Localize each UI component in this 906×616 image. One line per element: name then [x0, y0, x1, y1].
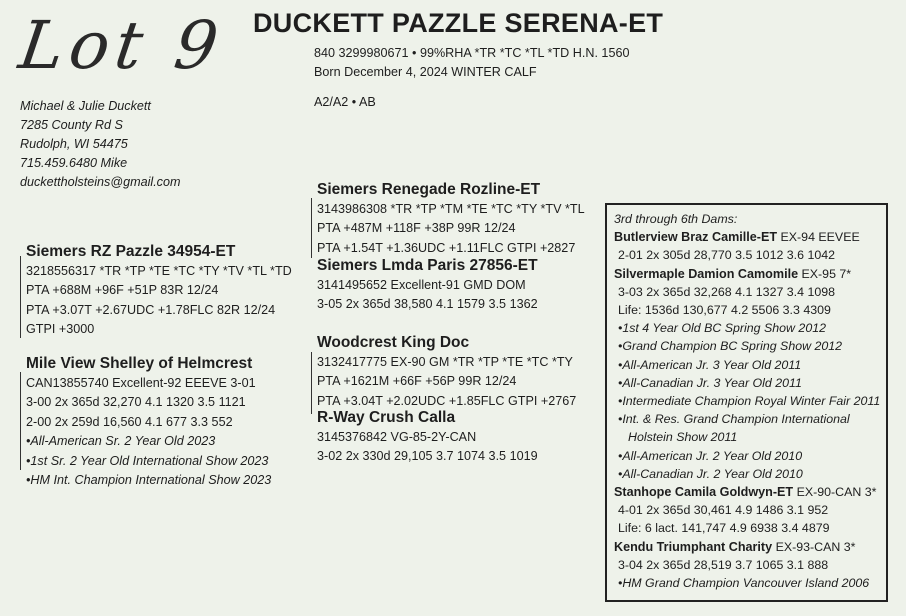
genotype-line: A2/A2 • AB	[314, 95, 376, 109]
fourth-dam-honor: •All-Canadian Jr. 2 Year Old 2010	[618, 466, 803, 481]
dam-dam-detail: 3-02 2x 330d 29,105 3.7 1074 3.5 1019	[317, 449, 538, 464]
dam-sire-connector-line	[311, 352, 312, 414]
sire-detail: PTA +3.07T +2.67UDC +1.78FLC 82R 12/24	[26, 302, 276, 317]
dam-sire-detail: PTA +1621M +66F +56P 99R 12/24	[317, 374, 517, 389]
owner-phone: 715.459.6480 Mike	[20, 156, 128, 170]
sire-detail: 3218556317 *TR *TP *TE *TC *TY *TV *TL *TD	[26, 264, 292, 278]
fourth-dam-record: 3-03 2x 365d 32,268 4.1 1327 3.4 1098	[618, 284, 836, 299]
fourth-dam-honor: •All-American Jr. 3 Year Old 2011	[618, 357, 802, 372]
dam-sire-block	[317, 333, 576, 411]
owner-email: duckettholsteins@gmail.com	[20, 175, 181, 189]
sixth-dam-name: Kendu Triumphant Charity	[614, 539, 773, 554]
sixth-dam-honor: •HM Grand Champion Vancouver Island 2006	[618, 576, 870, 591]
sixth-dam-record: 3-04 2x 365d 28,519 3.7 1065 3.1 888	[618, 557, 829, 572]
sire-block	[26, 242, 292, 340]
fourth-dam-honor: •1st 4 Year Old BC Spring Show 2012	[618, 321, 826, 336]
dam-sire-detail: PTA +3.04T +2.02UDC +1.85FLC GTPI +2767	[317, 393, 577, 408]
dam-detail: 2-00 2x 259d 16,560 4.1 677 3.3 552	[26, 414, 233, 429]
owner-name: Michael & Julie Duckett	[20, 99, 151, 113]
sixth-dam-title	[614, 538, 880, 556]
fifth-dam-score: EX-90-CAN 3*	[793, 485, 877, 500]
dam-block	[26, 354, 271, 490]
registration-line: 840 3299980671 • 99%RHA *TR *TC *TL *TD H.N. 1560	[314, 46, 630, 60]
owner-contact	[20, 97, 180, 192]
dams-box	[614, 210, 880, 592]
dam-connector-line	[20, 372, 21, 470]
dam-name: Mile View Shelley of Helmcrest	[26, 355, 253, 372]
owner-city: Rudolph, WI 54475	[20, 137, 128, 151]
fifth-dam-name: Stanhope Camila Goldwyn-ET	[614, 485, 794, 500]
dams-heading: 3rd through 6th Dams:	[614, 212, 738, 226]
dam-detail: CAN13855740 Excellent-92 EEEVE 3-01	[26, 376, 256, 390]
fifth-dam-title	[614, 483, 880, 501]
fourth-dam-honor: •All-Canadian Jr. 3 Year Old 2011	[618, 375, 802, 390]
fourth-dam-honor: Holstein Show 2011	[628, 430, 738, 445]
dam-dam-name: R-Way Crush Calla	[317, 409, 456, 426]
animal-name-title: DUCKETT PAZZLE SERENA-ET	[253, 8, 664, 38]
sire-sire-name: Siemers Renegade Rozline-ET	[317, 181, 541, 198]
sire-sire-block	[317, 180, 585, 258]
fourth-dam-honor: •Intermediate Champion Royal Winter Fair 2011	[618, 394, 881, 409]
sire-sire-connector-line	[311, 198, 312, 258]
sire-name: Siemers RZ Pazzle 34954-ET	[26, 243, 236, 260]
sire-sire-detail: PTA +1.54T +1.36UDC +1.11FLC GTPI +2827	[317, 240, 576, 255]
fourth-dam-title	[614, 265, 880, 283]
lot-number: Lot 9	[14, 7, 229, 84]
dam-honor: •HM Int. Champion International Show 2023	[26, 473, 272, 488]
sire-detail: PTA +688M +96F +51P 83R 12/24	[26, 283, 219, 298]
third-dam-name: Butlerview Braz Camille-ET	[614, 230, 778, 245]
sire-detail: GTPI +3000	[26, 322, 95, 337]
fourth-dam-honor: •Grand Champion BC Spring Show 2012	[618, 339, 843, 354]
sixth-dam-score: EX-93-CAN 3*	[772, 539, 856, 554]
owner-address: 7285 County Rd S	[20, 118, 123, 132]
dam-sire-detail: 3132417775 EX-90 GM *TR *TP *TE *TC *TY	[317, 355, 573, 369]
third-dam-title	[614, 228, 880, 246]
dam-sire-name: Woodcrest King Doc	[317, 334, 470, 351]
dam-detail: 3-00 2x 365d 32,270 4.1 1320 3.5 1121	[26, 395, 246, 410]
fourth-dam-score: EX-95 7*	[798, 266, 852, 281]
birth-line: Born December 4, 2024 WINTER CALF	[314, 65, 537, 79]
dam-dam-block	[317, 408, 538, 467]
sire-sire-detail: PTA +487M +118F +38P 99R 12/24	[317, 221, 516, 236]
third-dam-record: 2-01 2x 305d 28,770 3.5 1012 3.6 1042	[618, 248, 836, 263]
sire-dam-block	[317, 256, 538, 315]
fourth-dam-lifetime: Life: 1536d 130,677 4.2 5506 3.3 4309	[618, 303, 831, 318]
sire-dam-name: Siemers Lmda Paris 27856-ET	[317, 257, 538, 274]
sire-dam-detail: 3141495652 Excellent-91 GMD DOM	[317, 278, 526, 292]
fourth-dam-honor: •All-American Jr. 2 Year Old 2010	[618, 448, 803, 463]
fifth-dam-lifetime: Life: 6 lact. 141,747 4.9 6938 3.4 4879	[618, 521, 830, 536]
sire-dam-detail: 3-05 2x 365d 38,580 4.1 1579 3.5 1362	[317, 297, 538, 312]
dam-honor: •All-American Sr. 2 Year Old 2023	[26, 434, 216, 449]
dam-dam-detail: 3145376842 VG-85-2Y-CAN	[317, 430, 477, 444]
fourth-dam-honor: •Int. & Res. Grand Champion International	[618, 412, 850, 427]
sire-sire-detail: 3143986308 *TR *TP *TM *TE *TC *TY *TV *TL	[317, 202, 585, 216]
third-dam-score: EX-94 EEVEE	[777, 230, 860, 245]
dam-honor: •1st Sr. 2 Year Old International Show 2023	[26, 453, 269, 468]
sire-connector-line	[20, 256, 21, 338]
fourth-dam-name: Silvermaple Damion Camomile	[614, 266, 799, 281]
fifth-dam-record: 4-01 2x 365d 30,461 4.9 1486 3.1 952	[618, 503, 829, 518]
